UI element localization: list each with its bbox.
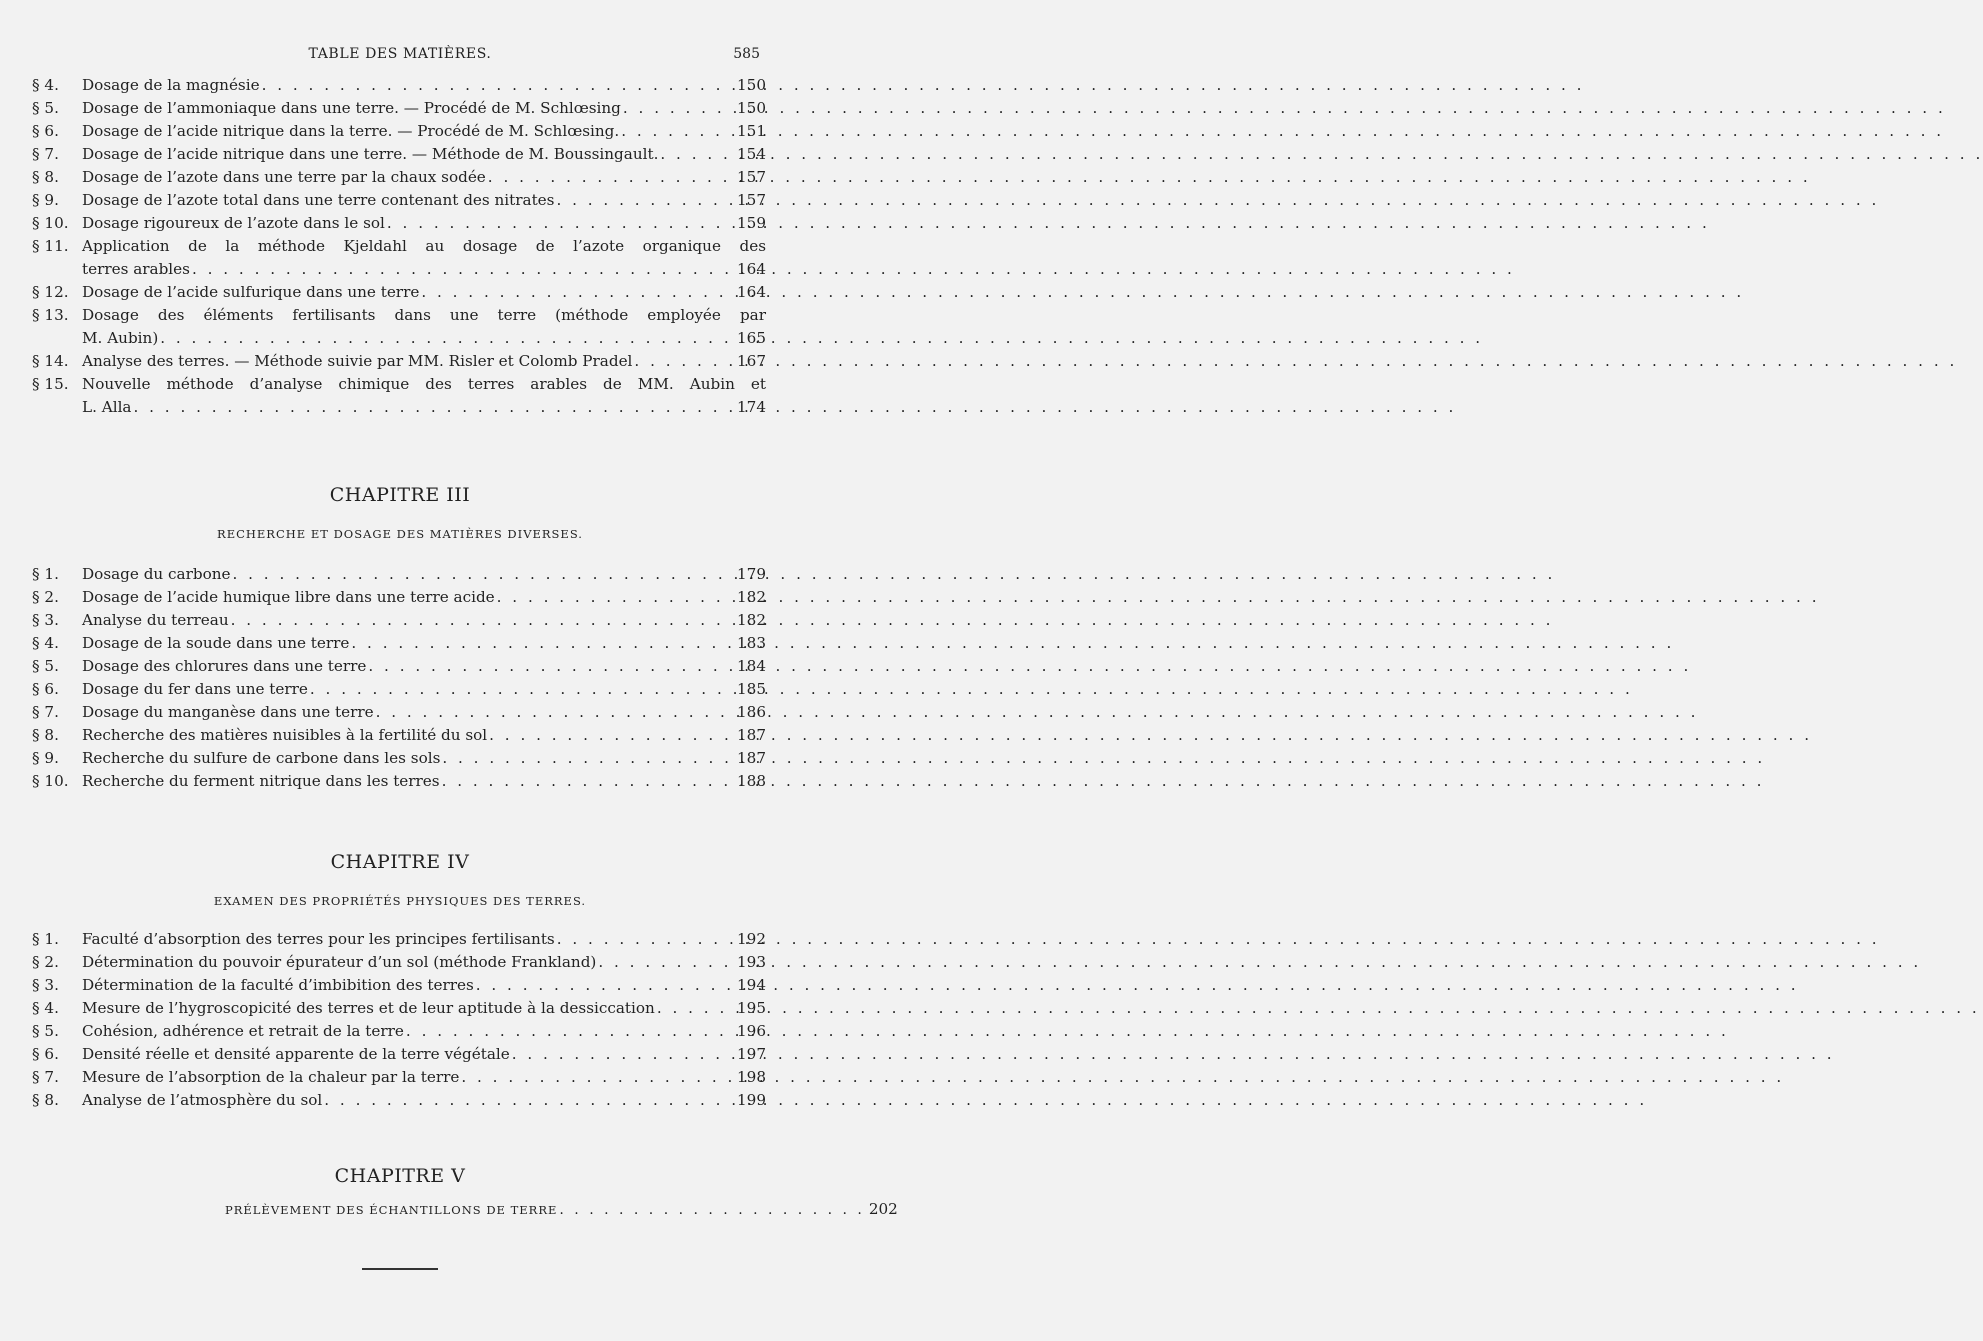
entry-title: Dosage de la magnésie (82, 76, 260, 94)
toc-entry[interactable] (32, 122, 766, 145)
entry-title: Mesure de l’absorption de la chaleur par la terre (82, 1068, 460, 1086)
section-number: § 7. (32, 145, 59, 163)
toc-entry[interactable] (32, 1068, 766, 1091)
leader-dots (229, 611, 733, 629)
toc-entry-line2[interactable] (82, 260, 766, 283)
entry-page: 186 (737, 703, 766, 721)
toc-entry[interactable] (32, 565, 766, 588)
entry-title: Densité réelle et densité apparente de la terre végétale (82, 1045, 510, 1063)
leader-dots (655, 999, 733, 1017)
entry-page: 187 (737, 749, 766, 767)
toc-entry[interactable] (32, 145, 766, 168)
section-number: § 8. (32, 726, 59, 744)
toc-entry[interactable] (32, 191, 766, 214)
section-number: § 5. (32, 99, 59, 117)
entry-title: Dosage de l’acide nitrique dans une terre. — Méthode de M. Boussingault. (82, 145, 659, 163)
entry-page: 194 (737, 976, 766, 994)
section-number: § 7. (32, 703, 59, 721)
leader-dots (632, 352, 733, 370)
section-number: § 2. (32, 953, 59, 971)
section-number: § 8. (32, 1091, 59, 1109)
entry-page: 196 (737, 1022, 766, 1040)
entry-title: Dosage du carbone (82, 565, 231, 583)
section-number: § 2. (32, 588, 59, 606)
entry-title: Dosage de l’acide humique libre dans une terre acide (82, 588, 495, 606)
toc-entry[interactable] (32, 634, 766, 657)
entry-page: 164 (737, 260, 766, 278)
section-number: § 7. (32, 1068, 59, 1086)
leader-dots (308, 680, 733, 698)
entry-title: Dosage de l’ammoniaque dans une terre. — Procédé de M. Schlœsing (82, 99, 621, 117)
entry-page: 199 (737, 1091, 766, 1109)
leader-dots (474, 976, 733, 994)
running-head (0, 46, 800, 68)
book-page (0, 0, 898, 1341)
section-number: § 6. (32, 680, 59, 698)
section-number: § 1. (32, 930, 59, 948)
leader-dots (385, 214, 733, 232)
section-number: § 11. (32, 237, 69, 255)
entry-page: 182 (737, 588, 766, 606)
entry-page: 154 (737, 145, 766, 163)
leader-dots (260, 76, 733, 94)
entry-title: Cohésion, adhérence et retrait de la terre (82, 1022, 404, 1040)
entry-title: Détermination de la faculté d’imbibition des terres (82, 976, 474, 994)
leader-dots (440, 772, 733, 790)
toc-entry[interactable] (32, 76, 766, 99)
chapter-title: CHAPITRE III (329, 484, 471, 506)
entry-page: 157 (737, 191, 766, 209)
entry-page: 184 (737, 657, 766, 675)
toc-entry[interactable] (32, 726, 766, 749)
toc-entry[interactable] (32, 953, 766, 976)
entry-page: 188 (737, 772, 766, 790)
section-number: § 5. (32, 1022, 59, 1040)
leader-dots (658, 145, 733, 163)
entry-title: Nouvelle méthode d’analyse chimique des terres arables de MM. Aubin et (82, 375, 766, 393)
toc-entry[interactable] (32, 214, 766, 237)
toc-entry-line1[interactable] (32, 375, 766, 398)
section-number: § 10. (32, 772, 69, 790)
section-number: § 6. (32, 1045, 59, 1063)
entry-title-continued: L. Alla (82, 398, 132, 416)
leader-dots (404, 1022, 733, 1040)
entry-page: 202 (868, 1200, 898, 1218)
leader-dots (366, 657, 733, 675)
leader-dots (554, 191, 733, 209)
chapter-title: CHAPITRE IV (330, 851, 470, 873)
entry-page: 157 (737, 168, 766, 186)
section-number: § 8. (32, 168, 59, 186)
chapter-subtitle: EXAMEN DES PROPRIÉTÉS PHYSIQUES DES TERRES. (213, 894, 587, 908)
entry-page: 198 (737, 1068, 766, 1086)
toc-entry-line2[interactable] (82, 329, 766, 352)
leader-dots (158, 329, 733, 347)
leader-dots (440, 749, 733, 767)
entry-page: 195 (737, 999, 766, 1017)
entry-page: 165 (737, 329, 766, 347)
section-number: § 13. (32, 306, 69, 324)
toc-entry[interactable] (32, 657, 766, 680)
section-number: § 15. (32, 375, 69, 393)
entry-page: 164 (737, 283, 766, 301)
leader-dots (510, 1045, 733, 1063)
toc-entry[interactable] (32, 352, 766, 375)
entry-title: Analyse du terreau (82, 611, 229, 629)
chapter-title: CHAPITRE V (334, 1165, 466, 1187)
section-number: § 12. (32, 283, 69, 301)
toc-entry[interactable] (32, 283, 766, 306)
toc-entry-line1[interactable] (32, 306, 766, 329)
chapter-entry[interactable] (225, 1200, 898, 1223)
entry-page: 197 (737, 1045, 766, 1063)
toc-entry-line1[interactable] (32, 237, 766, 260)
chapter-subtitle: RECHERCHE ET DOSAGE DES MATIÈRES DIVERSES. (217, 527, 583, 541)
entry-page: 150 (737, 76, 766, 94)
entry-title: Dosage du manganèse dans une terre (82, 703, 374, 721)
leader-dots (495, 588, 733, 606)
toc-entry[interactable] (32, 588, 766, 611)
entry-page: 182 (737, 611, 766, 629)
toc-entry[interactable] (32, 1091, 766, 1114)
entry-title: Dosage de l’acide sulfurique dans une terre (82, 283, 420, 301)
section-number: § 6. (32, 122, 59, 140)
toc-entry[interactable] (32, 168, 766, 191)
entry-title: Recherche des matières nuisibles à la fertilité du sol (82, 726, 488, 744)
entry-title: Dosage de l’azote total dans une terre contenant des nitrates (82, 191, 555, 209)
section-number: § 9. (32, 191, 59, 209)
entry-title: Recherche du sulfure de carbone dans les sols (82, 749, 441, 767)
toc-entry[interactable] (32, 680, 766, 703)
leader-dots (486, 168, 733, 186)
entry-title: Dosage des éléments fertilisants dans une terre (méthode employée par (82, 306, 766, 324)
toc-entry[interactable] (32, 976, 766, 999)
entry-title: Faculté d’absorption des terres pour les principes fertilisants (82, 930, 555, 948)
leader-dots (231, 565, 734, 583)
entry-page: 185 (737, 680, 766, 698)
leader-dots (555, 930, 733, 948)
toc-entry[interactable] (32, 930, 766, 953)
section-number: § 4. (32, 76, 59, 94)
leader-dots (374, 703, 733, 721)
leader-dots (487, 726, 733, 744)
entry-title: Recherche du ferment nitrique dans les terres (82, 772, 440, 790)
entry-title: Dosage de l’azote dans une terre par la chaux sodée (82, 168, 486, 186)
entry-title: Analyse de l’atmosphère du sol (82, 1091, 323, 1109)
leader-dots (322, 1091, 733, 1109)
entry-title-continued: terres arables (82, 260, 190, 278)
toc-entry[interactable] (32, 749, 766, 772)
section-number: § 3. (32, 976, 59, 994)
entry-page: 183 (737, 634, 766, 652)
running-title: TABLE DES MATIÈRES. (308, 46, 492, 62)
entry-title: Mesure de l’hygroscopicité des terres et de leur aptitude à la dessiccation (82, 999, 655, 1017)
leader-dots (621, 99, 733, 117)
leader-dots (419, 283, 733, 301)
entry-page: 151 (737, 122, 766, 140)
entry-page: 192 (737, 930, 766, 948)
entry-page: 150 (737, 99, 766, 117)
entry-title: Dosage du fer dans une terre (82, 680, 308, 698)
toc-entry[interactable] (32, 1022, 766, 1045)
entry-title: Détermination du pouvoir épurateur d’un sol (méthode Frankland) (82, 953, 597, 971)
leader-dots (557, 1202, 864, 1218)
leader-dots (619, 122, 733, 140)
section-number: § 4. (32, 634, 59, 652)
entry-title: Dosage de la soude dans une terre (82, 634, 350, 652)
end-rule (362, 1268, 438, 1270)
toc-entry[interactable] (32, 99, 766, 122)
leader-dots (349, 634, 733, 652)
entry-page: 193 (737, 953, 766, 971)
leader-dots (596, 953, 733, 971)
chapter-entry-title: PRÉLÈVEMENT DES ÉCHANTILLONS DE TERRE (225, 1203, 558, 1217)
section-number: § 1. (32, 565, 59, 583)
toc-entry[interactable] (32, 772, 766, 795)
entry-title: Application de la méthode Kjeldahl au dosage de l’azote organique des (82, 237, 766, 255)
entry-page: 179 (737, 565, 766, 583)
section-number: § 10. (32, 214, 69, 232)
toc-entry[interactable] (32, 1045, 766, 1068)
entry-title: Dosage rigoureux de l’azote dans le sol (82, 214, 385, 232)
section-number: § 14. (32, 352, 69, 370)
entry-page: 187 (737, 726, 766, 744)
entry-title: Dosage des chlorures dans une terre (82, 657, 367, 675)
section-number: § 5. (32, 657, 59, 675)
leader-dots (190, 260, 733, 278)
entry-page: 167 (737, 352, 766, 370)
section-number: § 9. (32, 749, 59, 767)
toc-entry[interactable] (32, 703, 766, 726)
toc-entry-line2[interactable] (82, 398, 766, 421)
leader-dots (459, 1068, 733, 1086)
section-number: § 4. (32, 999, 59, 1017)
section-number: § 3. (32, 611, 59, 629)
page-number: 585 (733, 46, 760, 62)
entry-title: Analyse des terres. — Méthode suivie par MM. Risler et Colomb Pradel (82, 352, 633, 370)
entry-page: 174 (737, 398, 766, 416)
toc-entry[interactable] (32, 999, 766, 1022)
entry-title-continued: M. Aubin) (82, 329, 159, 347)
entry-title: Dosage de l’acide nitrique dans la terre. — Procédé de M. Schlœsing. (82, 122, 620, 140)
leader-dots (131, 398, 733, 416)
toc-entry[interactable] (32, 611, 766, 634)
entry-page: 159 (737, 214, 766, 232)
